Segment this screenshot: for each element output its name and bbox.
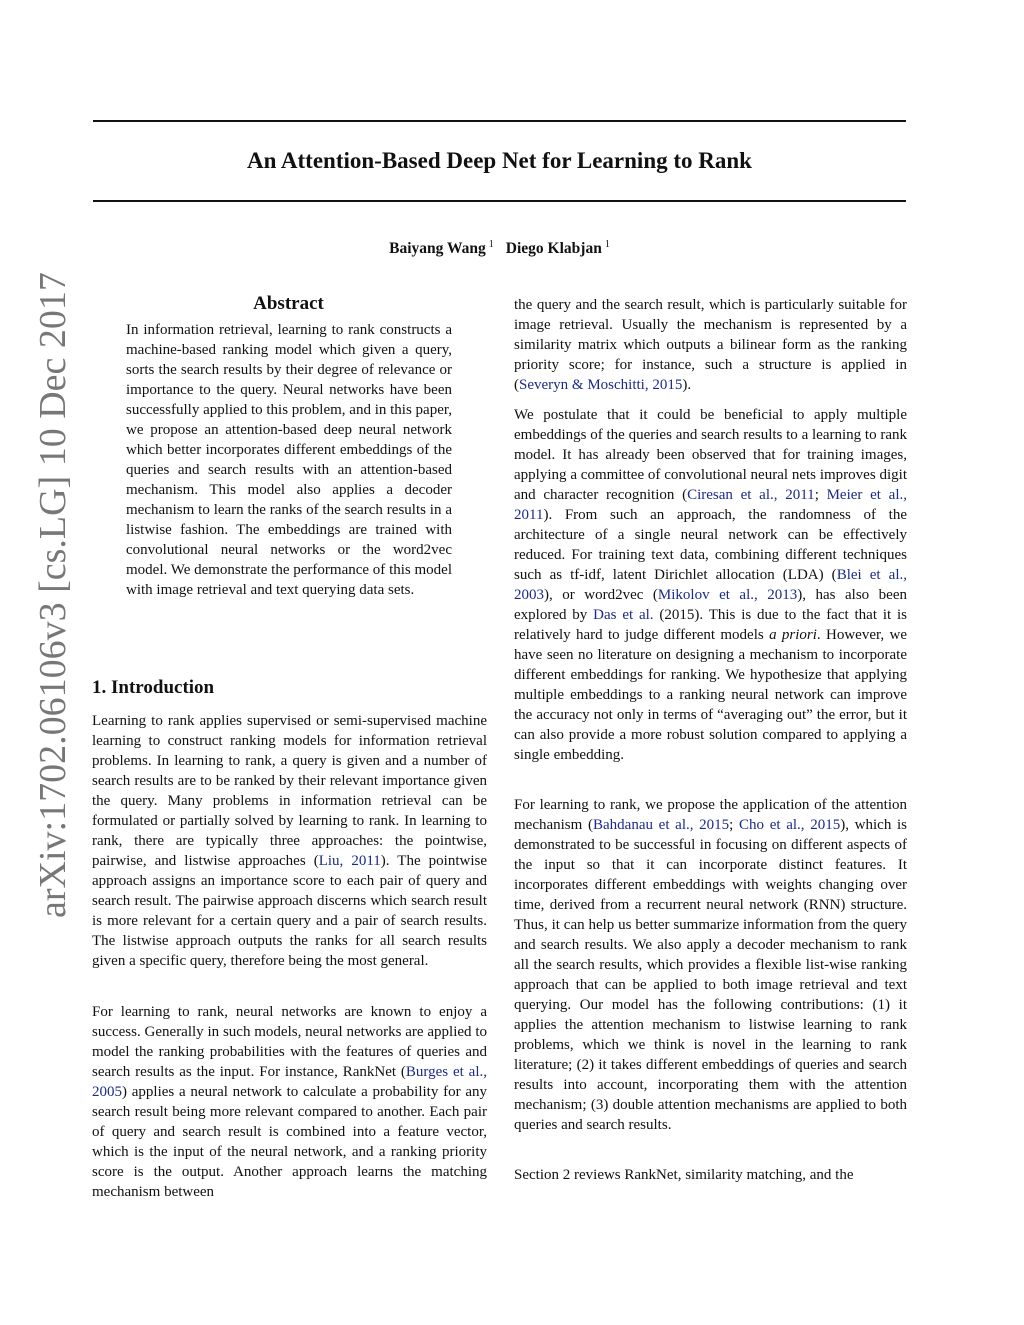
title-rule-top [93, 120, 906, 122]
citation-link[interactable]: Cho et al., 2015 [739, 817, 841, 833]
author-list [93, 235, 906, 259]
citation-link[interactable]: Mikolov et al., 2013 [657, 587, 798, 603]
author-name: Baiyang Wang [389, 240, 486, 257]
citation-link[interactable]: Severyn & Moschitti, 2015 [519, 377, 683, 393]
abstract-text: In information retrieval, learning to rank constructs a machine-based ranking model which given a query, sorts the search results by their degree of relevance or importance to the query. Neural networks have been successfully applied to this problem, and in this paper, we propose an attention-based deep neural network which better incorporates different embeddings of the queries and search results with an attention-based mechanism. This model also applies a decoder mechanism to learn the ranks of the search results in a listwise fashion. The embeddings are trained with convolutional neural networks or the word2vec model. We demonstrate the performance of this model with image retrieval and text querying data sets. [126, 322, 453, 598]
citation-link[interactable]: Burges et al., 2005 [92, 1064, 488, 1100]
paper-title: An Attention-Based Deep Net for Learning to Rank [247, 148, 752, 173]
citation-link[interactable]: Das et al. [593, 607, 654, 623]
title-rule-bottom [93, 200, 906, 202]
author-affiliation: 1 [488, 239, 494, 250]
intro-paragraph-5: For learning to rank, we propose the application of the attention mechanism (Bahdanau et al., 2015; Cho et al., 2015), which is demonstrated to be successful in focusing on different aspects of the input so that it can incorporate distinct features. It incorporates different embeddings with weights changing over time, derived from a recurrent neural network (RNN) structure. Thus, it can help us better summarize information from the query and search results. We also apply a decoder mechanism to rank all the search results, which provides a flexible list-wise ranking approach that can be applied to both image retrieval and text querying. Our model has the following contributions: (1) it applies the attention mechanism to listwise learning to rank problems, which we think is novel in the learning to rank literature; (2) it takes different embeddings of queries and search results into account, incorporating them with the attention mechanism; (3) double attention mechanisms are applied to both queries and search results. [514, 797, 908, 1133]
citation-link[interactable]: Bahdanau et al., 2015 [593, 817, 730, 833]
arxiv-stamp: arXiv:1702.06106v3 [cs.LG] 10 Dec 2017 [32, 272, 74, 918]
intro-paragraph-4: We postulate that it could be beneficial to apply multiple embeddings of the queries and search results to a learning to rank model. It has already been observed that for training images, applying a committee of convolutional neural nets improves digit and character recognition (Ciresan et al., 2011; Meier et al., 2011). From such an approach, the randomness of the architecture of a single neural network can be effectively reduced. For training text data, combining different techniques such as tf-idf, latent Dirichlet allocation (LDA) (Blei et al., 2003), or word2vec (Mikolov et al., 2013), has also been explored by Das et al. (2015). This is due to the fact that it is relatively hard to judge different models a priori. However, we have seen no literature on designing a mechanism to incorporate different embeddings for ranking. We hypothesize that applying multiple embeddings to a ranking neural network can improve the accuracy not only in terms of “averaging out” the error, but it can also provide a more robust solution compared to applying a single embedding. [514, 407, 908, 763]
author-affiliation: 1 [604, 239, 610, 250]
section-heading-introduction: 1. Introduction [92, 677, 215, 698]
citation-link[interactable]: Liu, 2011 [318, 853, 381, 869]
intro-paragraph-1: Learning to rank applies supervised or semi-supervised machine learning to construct ranking models for information retrieval problems. In learning to rank, a query is given and a number of search results are to be ranked by their relevant importance given the query. Many problems in information retrieval can be formulated or partially solved by learning to rank. In learning to rank, there are typically three approaches: the pointwise, pairwise, and listwise approaches (Liu, 2011). The pointwise approach assigns an importance score to each pair of query and search result. The pairwise approach discerns which search result is more relevant for a certain query and a pair of search results. The listwise approach outputs the ranks for all search results given a specific query, therefore being the most general. [92, 713, 487, 969]
citation-link[interactable]: Blei et al., 2003 [514, 567, 907, 603]
intro-paragraph-2: For learning to rank, neural networks are known to enjoy a success. Generally in such models, neural networks are applied to model the ranking probabilities with the features of queries and search results as the input. For instance, RankNet (Burges et al., 2005) applies a neural network to calculate a probability for any search result being more relevant compared to another. Each pair of query and search result is combined into a feature vector, which is the input of the neural network, and a ranking priority score is the output. Another approach learns the matching mechanism between [92, 1004, 488, 1200]
citation-link[interactable]: Meier et al., 2011 [514, 487, 908, 523]
citation-link[interactable]: Ciresan et al., 2011 [687, 487, 815, 503]
abstract-heading: Abstract [253, 293, 324, 314]
author-name: Diego Klabjan [505, 240, 602, 257]
intro-paragraph-3: the query and the search result, which is particularly suitable for image retrieval. Usually the mechanism is represented by a similarity matrix which outputs a bilinear form as the ranking priority score; for instance, such a structure is applied in (Severyn & Moschitti, 2015). [514, 297, 907, 393]
intro-paragraph-6: Section 2 reviews RankNet, similarity matching, and the [514, 1167, 854, 1183]
